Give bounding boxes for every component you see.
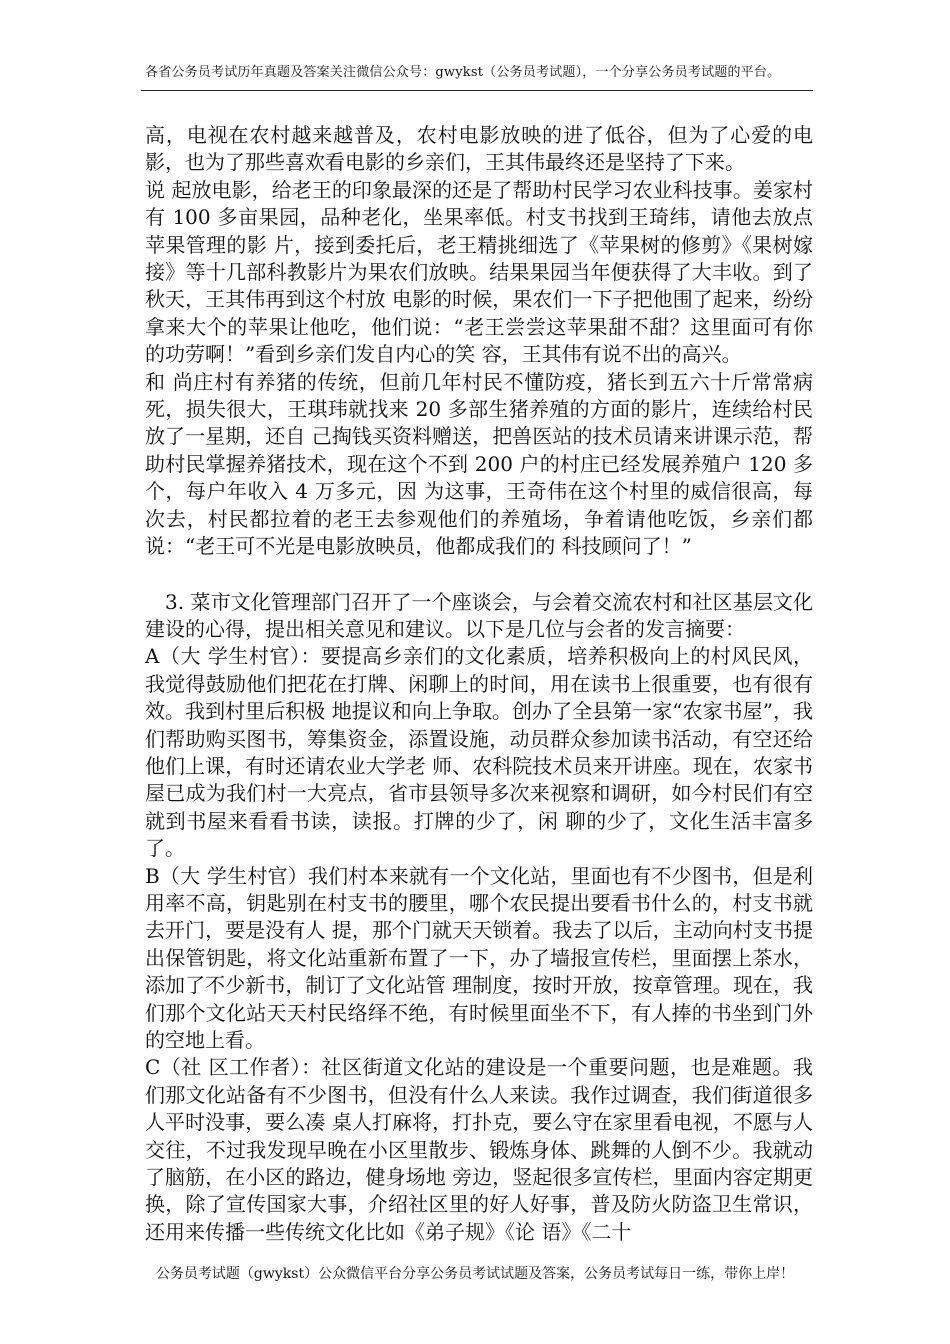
paragraph-film-persistence: 高，电视在农村越来越普及，农村电影放映的进了低谷，但为了心爱的电影，也为了那些喜欢看电影的乡亲们，王其伟最终还是坚持了下来。 [145,123,813,175]
header-divider [141,90,813,91]
speaker-b-remarks: B（大 学生村官）我们村本来就有一个文化站，里面也有不少图书，但是利用率不高，钥匙别在村支书的腰里，哪个农民提出要看书什么的，村支书就去开门，要是没有人 提，那个门就天天锁着。我去了以后，主动向村支书提出保管钥匙，将文化站重新布置了一下，办了墙报宣传栏，里面摆上茶水，添加了不少新书，制订了文化站管 理制度，按时开放，按章管理。现在，我们那个文化站天天村民络绎不绝，有时候里面坐不下，有人捧的书坐到门外的空地上看。 [145,863,813,1052]
paragraph-apple-orchard: 说 起放电影，给老王的印象最深的还是了帮助村民学习农业科技事。姜家村有 100 多亩果园，品种老化，坐果率低。村支书找到王琦纬，请他去放点苹果管理的影 片，接到委托后，老王精挑细选了《苹果树的修剪》《果树嫁接》等十几部科教影片为果农们放映。结果果园当年便获得了大丰收。到了秋天，王其伟再到这个村放 电影的时候，果农们一下子把他围了起来，纷纷拿来大个的苹果让他吃，他们说：“老王尝尝这苹果甜不甜？这里面可有你的功劳啊！”看到乡亲们发自内心的笑 容，王其伟有说不出的高兴。 [145,177,813,367]
question-3-intro: 3. 菜市文化管理部门召开了一个座谈会，与会着交流农村和社区基层文化建设的心得，提出相关意见和建议。以下是几位与会者的发言摘要： [145,589,813,641]
page-footer: 公务员考试题（gwykst）公众微信平台分享公务员考试试题及答案，公务员考试每日一练，带你上岸！ [155,1266,795,1282]
page-header: 各省公务员考试历年真题及答案关注微信公众号：gwykst（公务员考试题），一个分享公务员考试题的平台。 [145,65,781,80]
document-body [145,122,813,1246]
paragraph-pig-farming: 和 尚庄村有养猪的传统，但前几年村民不懂防疫，猪长到五六十斤常常病死，损失很大，王琪玮就找来 20 多部生猪养殖的方面的影片，连续给村民放了一星期，还自 己掏钱买资料赠送，把兽医站的技术员请来讲课示范，帮助村民掌握养猪技术，现在这个不到 200 户的村庄已经发展养殖户 120 多个，每户年收入 4 万多元，因 为这事，王奇伟在这个村里的威信很高，每次去，村民都拉着的老王去参观他们的养殖场，争着请他吃饭，乡亲们都说：“老王可不光是电影放映员，他都成我们的 科技顾问了！” [145,369,813,559]
speaker-a-remarks: A（大 学生村官）：要提高乡亲们的文化素质，培养积极向上的村风民风，我觉得鼓励他们把花在打牌、闲聊上的时间，用在读书上很重要，也有很有效。我到村里后积极 地提议和向上争取。创办了全县第一家“农家书屋”，我们帮助购买图书，筹集资金，添置设施，动员群众参加读书活动，有空还给他们上课，有时还请农业大学老 师、农科院技术员来开讲座。现在，农家书屋已成为我们村一大亮点，省市县领导多次来视察和调研，如今村民们有空就到书屋来看看书读，读报。打牌的少了，闲 聊的少了，文化生活丰富多了。 [145,644,813,861]
speaker-c-remarks: C（社 区工作者）：社区街道文化站的建设是一个重要问题，也是难题。我们那文化站备有不少图书，但没有什么人来读。我作过调查，我们街道很多人平时没事，要么凑 桌人打麻将，打扑克，要么守在家里看电视，不愿与人交往，不过我发现早晚在小区里散步、锻炼身体、跳舞的人倒不少。我就动了脑筋，在小区的路边，健身场地 旁边，竖起很多宣传栏，里面内容定期更换，除了宣传国家大事，介绍社区里的好人好事，普及防火防盗卫生常识，还用来传播一些传统文化比如《弟子规》《论 语》《二十 [145,1055,813,1244]
paragraph-gap [145,561,813,589]
